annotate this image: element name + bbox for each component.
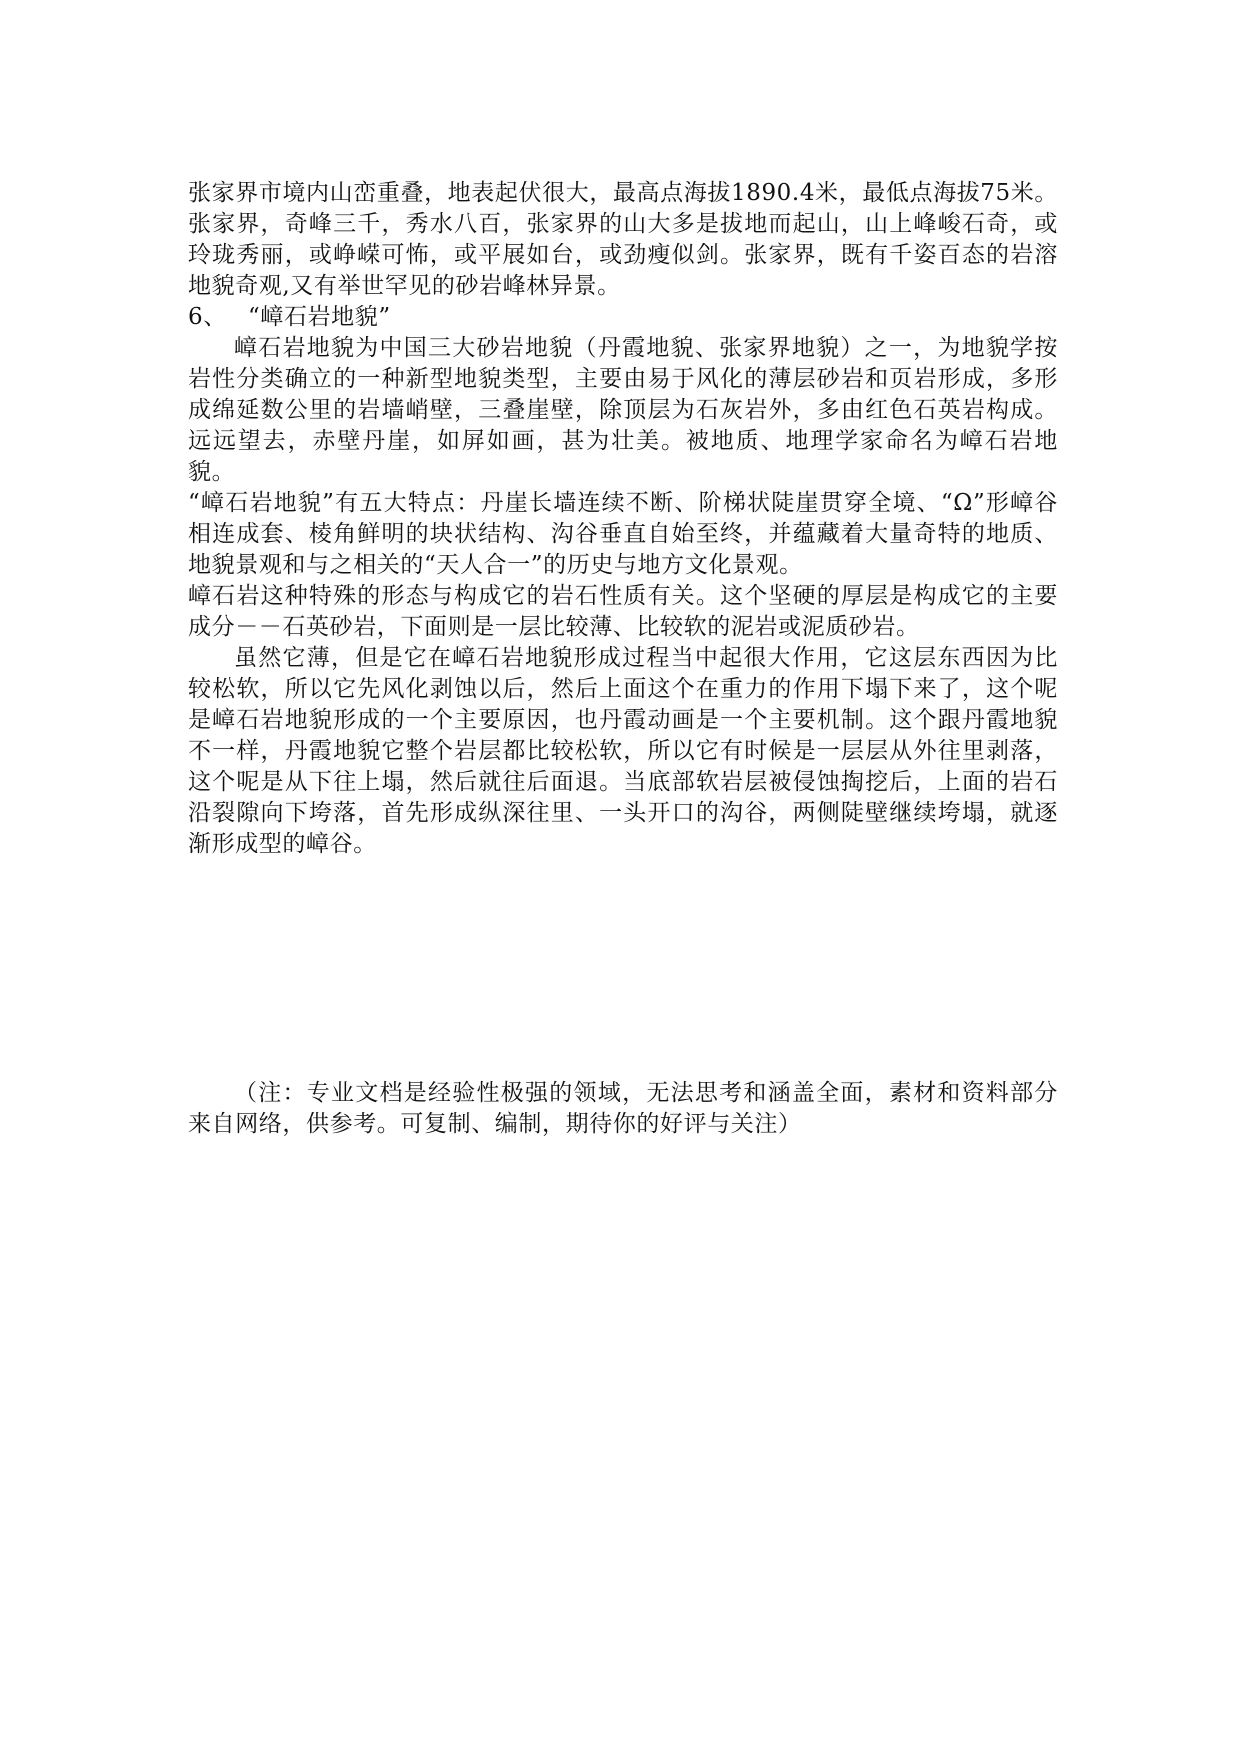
paragraph-rock-properties: 嶂石岩这种特殊的形态与构成它的岩石性质有关。这个坚硬的厚层是构成它的主要成分－－石英砂岩，下面则是一层比较薄、比较软的泥岩或泥质砂岩。 [188, 583, 1058, 640]
section-number: 6、 [188, 304, 227, 330]
section-title: “嶂石岩地貌” [248, 304, 391, 330]
intro-paragraph: 张家界市境内山峦重叠，地表起伏很大，最高点海拔1890.4米，最低点海拔75米。张家界，奇峰三千，秀水八百，张家界的山大多是拔地而起山，山上峰峻石奇，或玲珑秀丽，或峥嵘可怖，或平展如台，或劲瘦似剑。张家界，既有千姿百态的岩溶地貌奇观,又有举世罕见的砂岩峰林异景。 [188, 180, 1058, 299]
document-body [188, 178, 1058, 860]
paragraph-formation: 虽然它薄，但是它在嶂石岩地貌形成过程当中起很大作用，它这层东西因为比较松软，所以它先风化剥蚀以后，然后上面这个在重力的作用下塌下来了，这个呢是嶂石岩地貌形成的一个主要原因，也丹霞动画是一个主要机制。这个跟丹霞地貌不一样，丹霞地貌它整个岩层都比较松软，所以它有时候是一层层从外往里剥落，这个呢是从下往上塌，然后就往后面退。当底部软岩层被侵蚀掏挖后，上面的岩石沿裂隙向下垮落，首先形成纵深往里、一头开口的沟谷，两侧陡壁继续垮塌，就逐渐形成型的嶂谷。 [188, 645, 1058, 857]
section-heading [188, 302, 1058, 333]
paragraph-definition: 嶂石岩地貌为中国三大砂岩地貌（丹霞地貌、张家界地貌）之一，为地貌学按岩性分类确立的一种新型地貌类型，主要由易于风化的薄层砂岩和页岩形成，多形成绵延数公里的岩墙峭壁，三叠崖壁，除顶层为石灰岩外，多由红色石英岩构成。远远望去，赤壁丹崖，如屏如画，甚为壮美。被地质、地理学家命名为嶂石岩地貌。 [188, 335, 1058, 485]
footnote-disclaimer: （注：专业文档是经验性极强的领域，无法思考和涵盖全面，素材和资料部分来自网络，供参考。可复制、编制，期待你的好评与关注） [188, 1080, 1058, 1137]
paragraph-features: “嶂石岩地貌”有五大特点：丹崖长墙连续不断、阶梯状陡崖贯穿全境、“Ω”形嶂谷相连成套、棱角鲜明的块状结构、沟谷垂直自始至终，并蕴藏着大量奇特的地质、地貌景观和与之相关的“天人合一”的历史与地方文化景观。 [188, 490, 1058, 578]
